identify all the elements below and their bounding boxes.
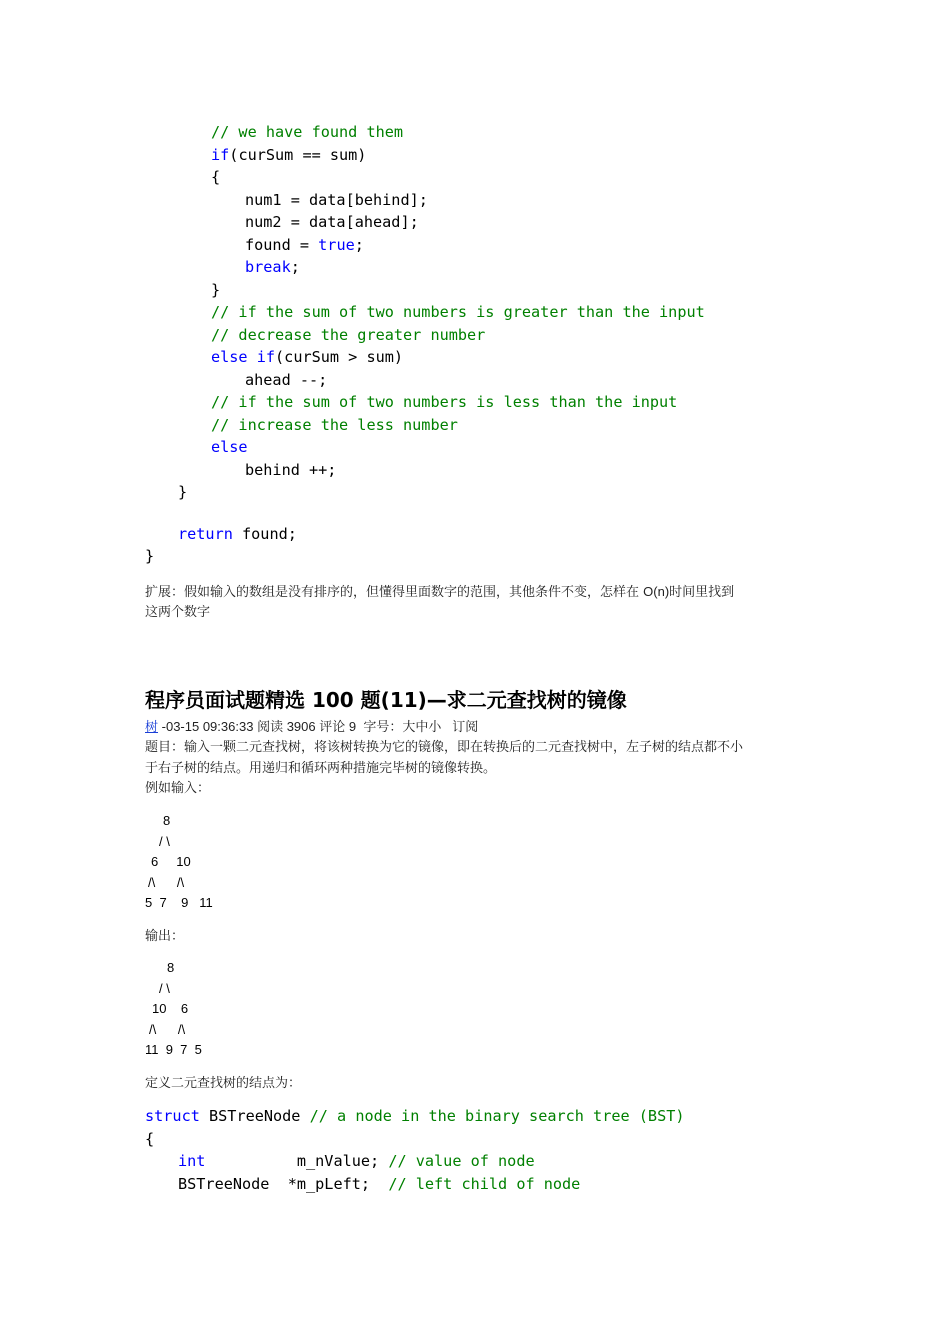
code-text: }	[145, 547, 155, 565]
code-line	[245, 370, 327, 390]
code-line	[145, 1129, 154, 1149]
code-line	[245, 235, 364, 255]
code-line	[245, 212, 419, 232]
extension-paragraph-line-2: 这两个数字	[145, 605, 211, 620]
code-comment: // left child of node	[388, 1174, 581, 1193]
code-line	[245, 460, 336, 480]
problem-line-2: 于右子树的结点。用递归和循环两种措施完毕树的镜像转换。	[145, 761, 497, 776]
code-text	[248, 348, 257, 366]
code-comment: // we have found them	[211, 123, 404, 141]
code-line	[211, 122, 403, 142]
tree-row: 8	[163, 813, 171, 828]
code-keyword: int	[178, 1152, 206, 1170]
problem-line-1: 题目：输入一颗二元查找树，将该树转换为它的镜像，即在转换后的二元查找树中，左子树的结点都不小	[145, 740, 744, 755]
code-line	[178, 524, 297, 544]
code-text: }	[211, 280, 221, 299]
tree-row: 6 10	[151, 854, 191, 869]
post-date: -03-15 09:36:33	[161, 719, 254, 734]
extension-text-complexity: O(n)	[643, 584, 670, 599]
code-keyword: else	[211, 348, 248, 366]
code-line	[245, 257, 300, 277]
font-size-control[interactable]: 字号：大中小	[363, 719, 442, 734]
extension-text-a: 扩展：假如输入的数组是没有排序的，但懂得里面数字的范围，其他条件不变，怎样在	[145, 585, 640, 600]
code-line	[145, 1106, 685, 1126]
code-text: {	[145, 1129, 155, 1148]
code-line	[211, 325, 485, 345]
code-comment: // value of node	[388, 1152, 535, 1170]
code-line	[211, 145, 366, 165]
output-label: 输出：	[145, 929, 185, 944]
code-comment: // a node in the binary search tree (BST)	[309, 1107, 685, 1125]
tree-row: / \	[159, 833, 170, 849]
code-line	[178, 1151, 535, 1171]
code-keyword: else	[211, 438, 248, 456]
code-text: found =	[245, 235, 319, 254]
read-count: 3906	[286, 719, 316, 734]
code-text: BSTreeNode	[199, 1107, 310, 1125]
code-text: found;	[232, 524, 297, 543]
code-line	[211, 167, 220, 187]
code-text: }	[178, 483, 188, 501]
tree-row: 5 7 9 11	[145, 895, 213, 910]
category-link[interactable]: 树	[145, 719, 159, 734]
tree-row: /\ /\	[149, 1021, 186, 1037]
tree-row: 8	[167, 960, 175, 975]
code-keyword: return	[178, 524, 233, 543]
code-keyword: true	[318, 235, 355, 254]
code-line	[145, 546, 154, 566]
code-comment: // decrease the greater number	[211, 325, 486, 344]
node-definition-label: 定义二元查找树的结点为：	[145, 1076, 302, 1091]
code-line	[211, 437, 248, 457]
code-line	[211, 347, 403, 367]
comment-count: 9	[348, 719, 357, 734]
code-text: ;	[290, 258, 300, 276]
code-keyword: struct	[145, 1107, 200, 1125]
comment-label: 评论	[319, 719, 346, 734]
code-line	[178, 482, 187, 502]
code-keyword: break	[245, 258, 291, 276]
code-text: m_nValue;	[205, 1152, 389, 1170]
code-text: behind ++;	[245, 460, 337, 479]
code-line	[211, 280, 220, 300]
code-line	[211, 415, 458, 435]
code-text: ahead --;	[245, 370, 328, 389]
tree-row: / \	[159, 980, 170, 996]
code-text: (curSum > sum)	[275, 348, 404, 366]
tree-row: 11 9 7 5	[145, 1042, 202, 1057]
code-comment: // if the sum of two numbers is less than the input	[211, 393, 678, 411]
tree-row: 10 6	[152, 1001, 189, 1016]
code-comment: // if the sum of two numbers is greater than the input	[211, 303, 705, 321]
code-text: (curSum == sum)	[229, 145, 367, 164]
code-comment: // increase the less number	[211, 415, 458, 434]
code-text: ;	[354, 235, 364, 254]
subscribe-link[interactable]: 订阅	[452, 719, 479, 734]
code-line	[178, 1174, 580, 1194]
code-text: BSTreeNode *m_pLeft;	[178, 1174, 389, 1193]
read-label: 阅读	[257, 719, 284, 734]
code-line	[211, 392, 677, 412]
article-title: 程序员面试题精选 100 题(11)—求二元查找树的镜像	[145, 688, 627, 712]
code-line	[211, 302, 705, 322]
article-meta	[145, 717, 478, 737]
code-keyword: if	[211, 145, 230, 164]
code-text: {	[211, 168, 221, 186]
tree-row: /\ /\	[148, 874, 185, 890]
code-line	[245, 190, 428, 210]
code-text: num2 = data[ahead];	[245, 213, 419, 231]
extension-paragraph-line-1	[145, 582, 734, 603]
extension-text-c: 时间里找到	[669, 585, 735, 600]
code-text: num1 = data[behind];	[245, 190, 428, 209]
code-keyword: if	[256, 348, 276, 366]
input-label: 例如输入：	[145, 781, 211, 796]
